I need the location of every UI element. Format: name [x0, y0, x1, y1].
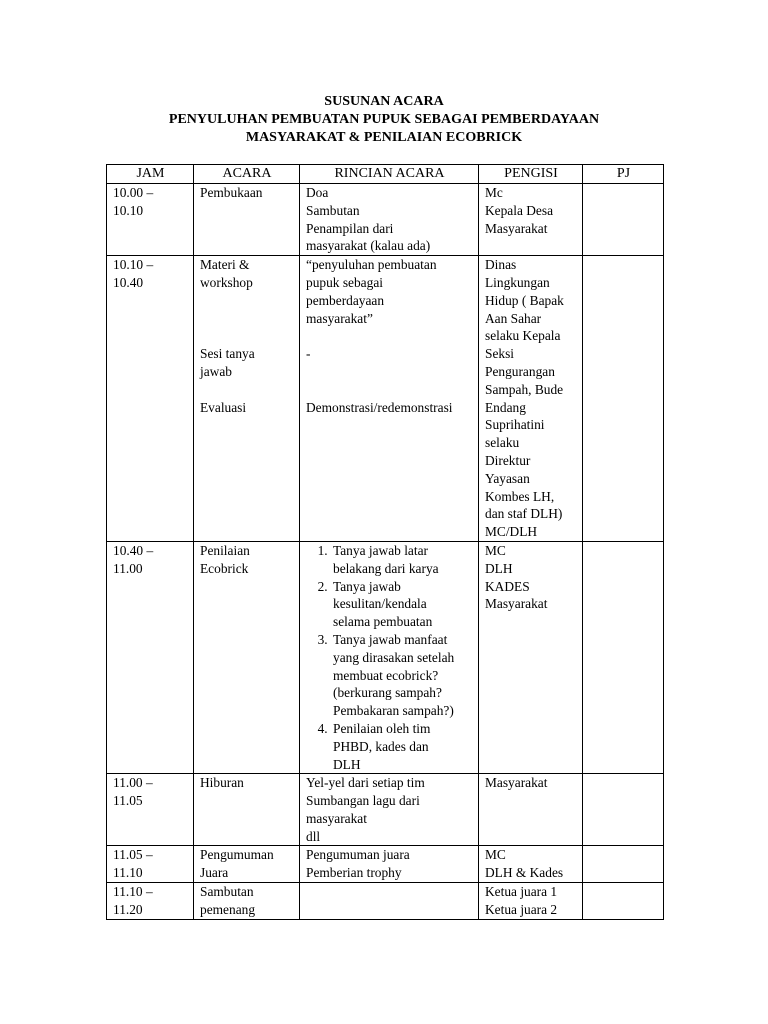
- blank-line: [306, 327, 473, 345]
- text-line: Yayasan: [485, 470, 530, 486]
- text-line: Pembakaran sampah?): [333, 703, 454, 719]
- cell-rincian: [300, 846, 479, 883]
- cell-acara: [194, 774, 300, 846]
- cell-pengisi: [479, 256, 583, 542]
- cell-pengisi: [479, 541, 583, 773]
- text-line: 11.00: [113, 560, 143, 576]
- text-line: Dinas: [485, 257, 517, 273]
- text-line: Sumbangan lagu dari: [306, 793, 420, 809]
- text-line: -: [306, 346, 311, 362]
- cell-acara: [194, 846, 300, 883]
- table-row: [107, 774, 664, 846]
- cell-pj: [583, 846, 664, 883]
- text-line: masyarakat: [306, 810, 367, 826]
- cell-acara: [194, 883, 300, 920]
- cell-rincian: [300, 541, 479, 773]
- text-line: Mc: [485, 185, 503, 200]
- text-line: MC: [485, 542, 506, 558]
- cell-pj: [583, 184, 664, 256]
- cell-pj: [583, 541, 664, 773]
- blank-line: [306, 381, 473, 399]
- text-line: Sesi tanya: [200, 346, 255, 362]
- cell-pengisi: [479, 184, 583, 256]
- text-line: selama pembuatan: [333, 614, 433, 630]
- text-line: yang dirasakan setelah: [333, 649, 455, 665]
- text-line: PHBD, kades dan: [333, 738, 429, 754]
- text-line: 11.05 –: [113, 847, 153, 863]
- text-line: kesulitan/kendala: [333, 596, 427, 612]
- header-acara: ACARA: [194, 165, 300, 184]
- header-rincian: RINCIAN ACARA: [300, 165, 479, 184]
- table-row: [107, 846, 664, 883]
- text-line: Yel-yel dari setiap tim: [306, 775, 425, 791]
- text-line: Ketua juara 1: [485, 884, 558, 900]
- text-line: Masyarakat: [485, 775, 548, 791]
- text-line: Demonstrasi/redemonstrasi: [306, 399, 453, 415]
- text-line: Direktur: [485, 452, 531, 468]
- text-line: 10.10: [113, 202, 144, 218]
- cell-pengisi: [479, 774, 583, 846]
- text-line: 2. Tanya jawab: [333, 578, 401, 594]
- cell-acara: [194, 541, 300, 773]
- cell-rincian: [300, 256, 479, 542]
- list-item: [331, 542, 473, 578]
- text-line: Hiburan: [200, 775, 244, 791]
- blank-line: [200, 292, 294, 310]
- text-line: masyarakat”: [306, 310, 373, 326]
- blank-line: [200, 310, 294, 328]
- text-line: 3. Tanya jawab manfaat: [333, 631, 448, 647]
- header-jam: JAM: [107, 165, 194, 184]
- title-line-2: PENYULUHAN PEMBUATAN PUPUK SEBAGAI PEMBERDAYAAN: [168, 112, 600, 127]
- text-line: Juara: [200, 865, 229, 881]
- cell-pengisi: [479, 883, 583, 920]
- text-line: pemberdayaan: [306, 292, 385, 308]
- text-line: Pembukaan: [200, 185, 263, 200]
- table-row: [107, 883, 664, 920]
- text-line: 1. Tanya jawab latar: [333, 542, 428, 558]
- text-line: pupuk sebagai: [306, 274, 383, 290]
- text-line: 11.05: [113, 793, 143, 809]
- table-row: [107, 184, 664, 256]
- cell-acara: [194, 256, 300, 542]
- text-line: Sambutan: [306, 202, 360, 218]
- text-line: Ketua juara 2: [485, 901, 558, 917]
- text-line: Kepala Desa: [485, 202, 554, 218]
- text-line: belakang dari karya: [333, 560, 439, 576]
- list-item: [331, 720, 473, 773]
- header-pj: PJ: [583, 165, 664, 184]
- text-line: pemenang: [200, 901, 256, 917]
- text-line: membuat ecobrick?: [333, 667, 439, 683]
- blank-line: [306, 363, 473, 381]
- text-line: 11.10: [113, 865, 143, 881]
- text-line: Endang: [485, 399, 526, 415]
- text-line: selaku Kepala: [485, 328, 561, 344]
- text-line: 10.00 –: [113, 185, 154, 200]
- title-line-1: SUSUNAN ACARA: [324, 94, 444, 109]
- text-line: Penampilan dari: [306, 220, 394, 236]
- text-line: Ecobrick: [200, 560, 249, 576]
- text-line: 11.10 –: [113, 884, 153, 900]
- text-line: Aan Sahar: [485, 310, 542, 326]
- text-line: “penyuluhan pembuatan: [306, 257, 437, 273]
- text-line: Penilaian: [200, 542, 250, 558]
- cell-pj: [583, 883, 664, 920]
- text-line: Materi &: [200, 257, 250, 273]
- table-header-row: [107, 165, 664, 184]
- text-line: Sampah, Bude: [485, 381, 564, 397]
- text-line: Lingkungan: [485, 274, 550, 290]
- cell-jam: [107, 774, 194, 846]
- text-line: 10.40: [113, 274, 144, 290]
- text-line: DLH: [485, 560, 513, 576]
- title-line-3: MASYARAKAT & PENILAIAN ECOBRICK: [245, 130, 523, 145]
- header-pengisi: PENGISI: [479, 165, 583, 184]
- text-line: Suprihatini: [485, 417, 545, 433]
- text-line: selaku: [485, 435, 520, 451]
- text-line: Pengumuman: [200, 847, 274, 863]
- text-line: Masyarakat: [485, 596, 548, 612]
- text-line: workshop: [200, 274, 253, 290]
- text-line: Doa: [306, 185, 329, 200]
- list-item: [331, 578, 473, 631]
- list-item: [331, 631, 473, 720]
- cell-pengisi: [479, 846, 583, 883]
- text-line: Pengurangan: [485, 363, 555, 379]
- cell-pj: [583, 256, 664, 542]
- text-line: Kombes LH,: [485, 488, 555, 504]
- cell-jam: [107, 846, 194, 883]
- text-line: 4. Penilaian oleh tim: [333, 720, 431, 736]
- text-line: dan staf DLH): [485, 506, 563, 522]
- numbered-list: [306, 542, 473, 773]
- text-line: masyarakat (kalau ada): [306, 238, 431, 254]
- cell-pj: [583, 774, 664, 846]
- cell-rincian: [300, 883, 479, 920]
- cell-rincian: [300, 774, 479, 846]
- cell-jam: [107, 883, 194, 920]
- text-line: jawab: [200, 363, 232, 379]
- text-line: 11.20: [113, 901, 143, 917]
- text-line: 10.40 –: [113, 542, 154, 558]
- text-line: Sambutan: [200, 884, 254, 900]
- blank-line: [200, 327, 294, 345]
- text-line: Seksi: [485, 346, 515, 362]
- table-row: [107, 256, 664, 542]
- text-line: 10.10 –: [113, 257, 154, 273]
- text-line: DLH: [333, 756, 361, 772]
- text-line: Masyarakat: [485, 220, 548, 236]
- blank-line: [200, 381, 294, 399]
- text-line: Pemberian trophy: [306, 865, 402, 881]
- cell-jam: [107, 184, 194, 256]
- cell-jam: [107, 256, 194, 542]
- text-line: MC/DLH: [485, 524, 538, 540]
- text-line: 11.00 –: [113, 775, 153, 791]
- text-line: DLH & Kades: [485, 865, 564, 881]
- text-line: (berkurang sampah?: [333, 685, 442, 701]
- schedule-table: [106, 164, 664, 920]
- text-line: Evaluasi: [200, 399, 247, 415]
- document-title: [0, 93, 768, 147]
- text-line: dll: [306, 828, 321, 844]
- cell-acara: [194, 184, 300, 256]
- table-row: [107, 541, 664, 773]
- cell-rincian: [300, 184, 479, 256]
- cell-jam: [107, 541, 194, 773]
- text-line: MC: [485, 847, 506, 863]
- text-line: Hidup ( Bapak: [485, 292, 564, 308]
- text-line: Pengumuman juara: [306, 847, 410, 863]
- text-line: KADES: [485, 578, 530, 594]
